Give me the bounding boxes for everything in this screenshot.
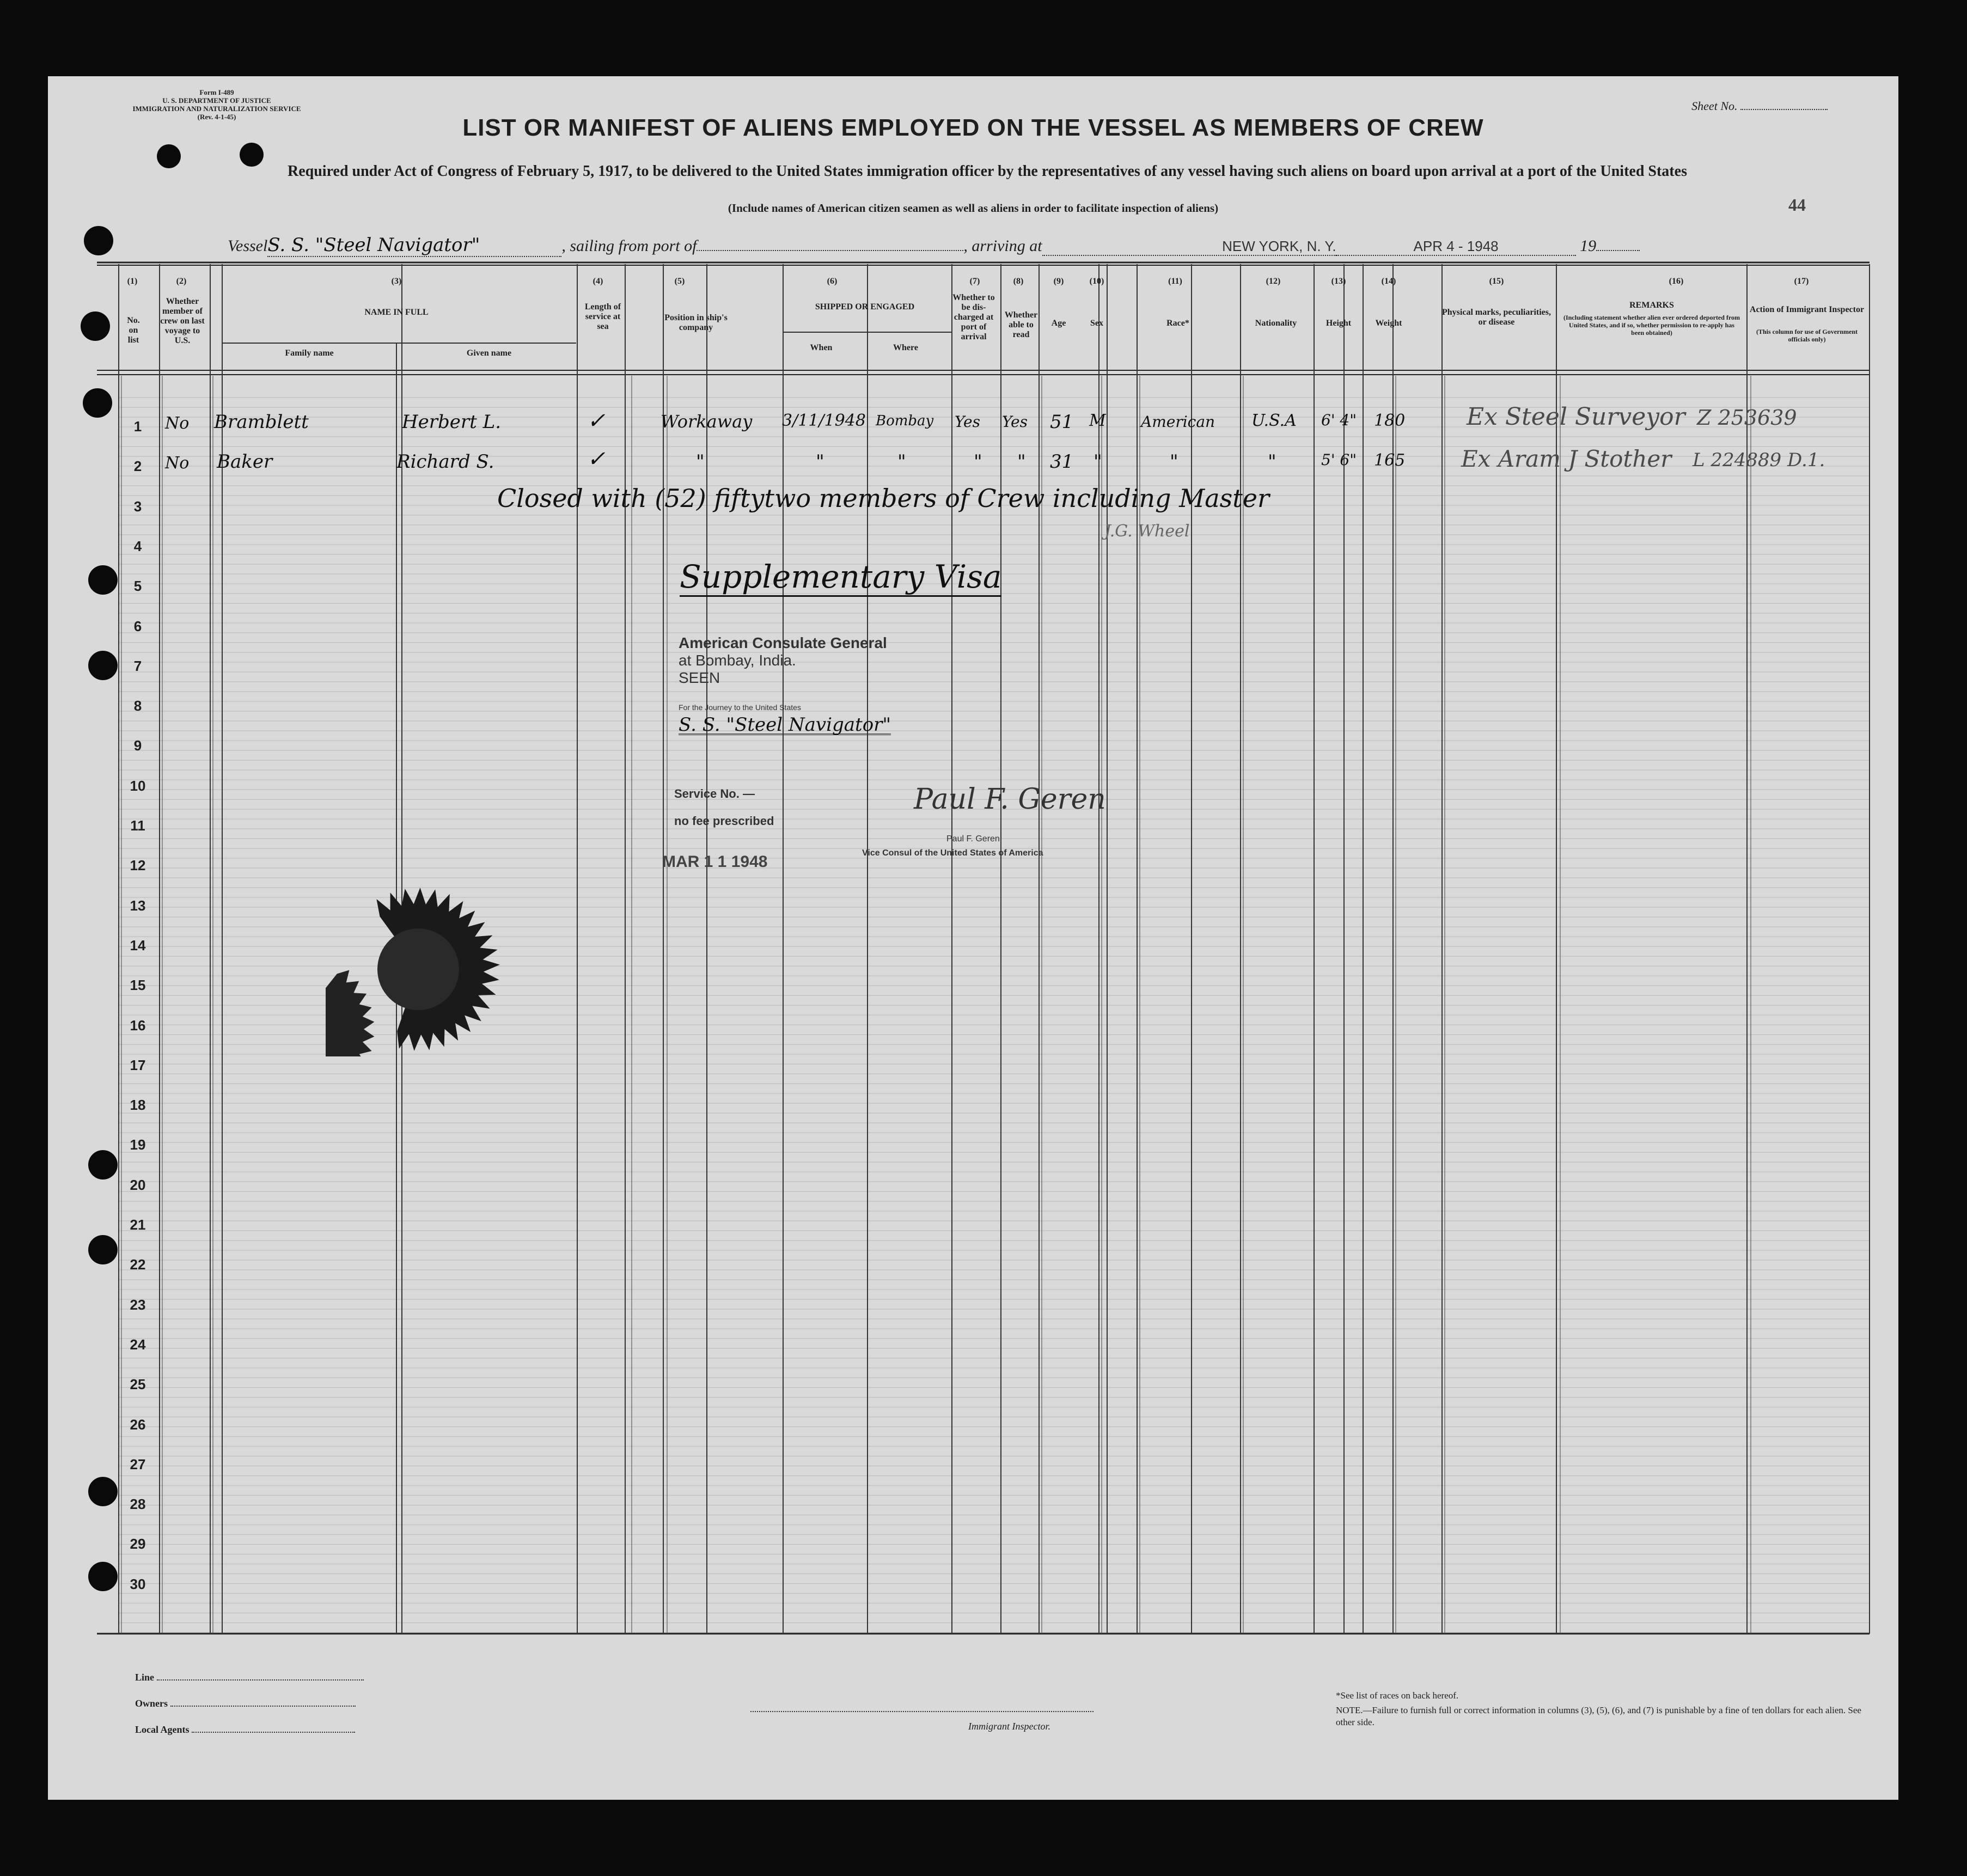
colnum: (6) <box>827 277 838 286</box>
sailing-label: , sailing from port of <box>561 237 697 255</box>
row2-age: 31 <box>1050 451 1074 473</box>
page-number: 44 <box>1788 195 1806 215</box>
fee-stamp: no fee prescribed <box>674 814 774 828</box>
row-number: 23 <box>130 1296 146 1313</box>
header-height: Height <box>1325 319 1352 328</box>
colnum: (2) <box>176 277 187 286</box>
department-name: U. S. DEPARTMENT OF JUSTICE <box>162 96 271 105</box>
sheet-number-label: Sheet No. <box>1691 99 1738 113</box>
requirement-text: Required under Act of Congress of February 5, 1917, to be delivered to the United States immigration officer by the representatives of any vessel having such aliens on board upon arrival at a port of the United States <box>288 163 1687 180</box>
arrival-date: APR 4 - 1948 <box>1336 238 1576 256</box>
owners-label: Owners <box>135 1698 168 1709</box>
row2-position: " <box>696 451 705 473</box>
include-note: (Include names of American citizen seamen as well as aliens in order to facilitate inspection of aliens) <box>728 201 1219 215</box>
page-title: LIST OR MANIFEST OF ALIENS EMPLOYED ON THE VESSEL AS MEMBERS OF CREW <box>462 114 1484 141</box>
supplementary-visa: Supplementary Visa <box>680 558 1001 597</box>
row-number: 26 <box>130 1416 146 1433</box>
colnum: (10) <box>1089 277 1104 286</box>
row-number: 7 <box>133 657 142 674</box>
service-number: Service No. — <box>674 787 755 800</box>
colnum: (17) <box>1794 277 1809 286</box>
row-number: 28 <box>130 1496 146 1513</box>
row-number: 4 <box>133 537 142 554</box>
stamp-line-2: at Bombay, India. <box>679 652 796 669</box>
row-number: 5 <box>133 578 142 595</box>
seal-center <box>377 928 459 1010</box>
header-discharged: Whether to be dis-charged at port of arrival <box>952 293 995 341</box>
year-label: 19 <box>1580 237 1597 255</box>
colnum: (16) <box>1669 277 1684 286</box>
header-race: Race* <box>1166 319 1189 328</box>
closed-note: Closed with (52) fiftytwo members of Crew including Master <box>497 484 1269 513</box>
row1-length: ✓ <box>587 408 606 433</box>
arriving-label: , arriving at <box>963 237 1042 255</box>
row-number: 9 <box>133 737 142 754</box>
stamp-date: MAR 1 1 1948 <box>662 853 768 871</box>
row2-family: Baker <box>217 451 273 473</box>
row2-read: " <box>1017 451 1026 473</box>
row-number: 6 <box>133 618 142 634</box>
arrival-port: NEW YORK, N. Y. <box>1042 238 1336 256</box>
row-number: 29 <box>130 1536 146 1553</box>
row-number: 14 <box>130 937 146 954</box>
colnum: (15) <box>1489 277 1504 286</box>
row-number: 22 <box>130 1256 146 1273</box>
header-physical-marks: Physical marks, peculiarities, or disease <box>1442 308 1551 327</box>
row1-age: 51 <box>1050 411 1074 433</box>
row1-given: Herbert L. <box>402 411 502 433</box>
row1-height: 6' 4" <box>1321 411 1357 429</box>
row-number: 17 <box>130 1056 146 1073</box>
note-label: NOTE. <box>1336 1705 1363 1715</box>
inspector-signature-line <box>750 1711 1094 1712</box>
footer-owners <box>135 1698 356 1709</box>
header-when: When <box>810 343 833 352</box>
row2-discharged: " <box>974 451 982 473</box>
header-weight: Weight <box>1375 319 1402 328</box>
consul-title: Vice Consul of the United States of America <box>862 848 1043 858</box>
row-number: 2 <box>133 458 142 475</box>
stamp-line-4: For the Journey to the United States <box>679 703 801 712</box>
row-number: 27 <box>130 1456 146 1472</box>
manifest-sheet <box>48 76 1898 1800</box>
header-shipped-engaged: SHIPPED OR ENGAGED <box>815 302 915 311</box>
row1-race: American <box>1141 413 1215 431</box>
row2-action: L 224889 D.1. <box>1693 449 1825 471</box>
row1-last-voyage: No <box>165 414 190 433</box>
header-where: Where <box>893 343 918 352</box>
header-length-service: Length of service at sea <box>584 302 621 331</box>
header-position: Position in ship's company <box>664 313 728 332</box>
consul-name: Paul F. Geren <box>946 834 1000 844</box>
row2-given: Richard S. <box>396 451 494 473</box>
row1-weight: 180 <box>1374 411 1406 430</box>
header-given-name: Given name <box>466 349 512 358</box>
form-revision: (Rev. 4-1-45) <box>197 113 236 121</box>
row-number: 8 <box>133 698 142 714</box>
header-action-inspector: Action of Immigrant Inspector <box>1749 305 1865 314</box>
row-number: 25 <box>130 1376 146 1393</box>
stamp-line-3: SEEN <box>679 669 720 686</box>
header-remarks-note: (Including statement whether alien ever ordered deported from United States, and if so, whether permission to re-apply has been obtained) <box>1563 314 1740 337</box>
header-last-voyage: Whether member of crew on last voyage to U.S. <box>160 297 205 345</box>
row1-remarks: Ex Steel Surveyor <box>1467 403 1685 431</box>
consul-signature: Paul F. Geren <box>914 783 1106 816</box>
colnum: (4) <box>592 277 603 286</box>
footer-line <box>135 1672 364 1683</box>
row1-sex: M <box>1089 411 1106 430</box>
row-number: 24 <box>130 1336 146 1353</box>
fine-note <box>1336 1704 1870 1728</box>
row1-position: Workaway <box>661 411 753 432</box>
agents-label: Local Agents <box>135 1724 190 1735</box>
row-number: 30 <box>130 1575 146 1592</box>
initials: J.G. Wheel <box>1104 522 1190 541</box>
row2-sex: " <box>1094 451 1102 473</box>
row2-remarks: Ex Aram J Stother <box>1461 445 1672 472</box>
form-number: Form I-489 <box>199 88 234 96</box>
inspector-label: Immigrant Inspector. <box>968 1721 1050 1732</box>
row1-nationality: U.S.A <box>1251 411 1297 430</box>
row1-where: Bombay <box>876 413 934 429</box>
races-note: *See list of races on back hereof. <box>1336 1690 1459 1701</box>
row-number: 1 <box>133 418 142 435</box>
colnum: (5) <box>674 277 685 286</box>
colnum: (13) <box>1331 277 1346 286</box>
header-action-note: (This column for use of Government officials only) <box>1756 328 1858 343</box>
header-age: Age <box>1051 319 1066 328</box>
colnum: (7) <box>969 277 980 286</box>
row2-where: " <box>897 451 906 473</box>
colnum: (3) <box>391 277 402 286</box>
line-label: Line <box>135 1672 155 1683</box>
consulate-stamp <box>679 634 891 735</box>
row2-when: " <box>816 451 824 473</box>
colnum: (12) <box>1266 277 1281 286</box>
row1-read: Yes <box>1002 413 1028 431</box>
row2-race: " <box>1170 451 1178 473</box>
row2-height: 5' 6" <box>1321 451 1357 469</box>
colnum: (1) <box>127 277 138 286</box>
vessel-name: S. S. "Steel Navigator" <box>267 234 561 257</box>
service-name: IMMIGRATION AND NATURALIZATION SERVICE <box>132 105 301 113</box>
colnum: (14) <box>1381 277 1396 286</box>
row-number: 10 <box>130 777 146 794</box>
colnum: (8) <box>1013 277 1024 286</box>
stamp-line-1: American Consulate General <box>679 634 887 651</box>
note-text: —Failure to furnish full or correct information in columns (3), (5), (6), and (7) is punishable by a fine of ten dollars for each alien. See other side. <box>1336 1705 1861 1727</box>
vessel-label: Vessel <box>228 237 268 255</box>
embossed-seal <box>326 860 500 1056</box>
row-number: 13 <box>130 897 146 914</box>
row-number: 20 <box>130 1176 146 1193</box>
footer-agents <box>135 1724 355 1736</box>
row1-when: 3/11/1948 <box>782 411 866 430</box>
row-number: 15 <box>130 977 146 994</box>
header-no-on-list: No. on list <box>127 316 140 345</box>
row1-action: Z 253639 <box>1697 406 1797 430</box>
header-sex: Sex <box>1090 319 1103 328</box>
row-number: 19 <box>130 1136 146 1153</box>
row-number: 11 <box>130 817 145 834</box>
row-number: 21 <box>130 1217 146 1233</box>
row-number: 12 <box>130 857 146 874</box>
row2-weight: 165 <box>1374 451 1406 470</box>
row-number: 18 <box>130 1097 146 1114</box>
row1-family: Bramblett <box>214 411 309 433</box>
row2-last-voyage: No <box>165 454 190 473</box>
header-name-in-full: NAME IN FULL <box>364 308 429 317</box>
row-number: 16 <box>130 1017 146 1034</box>
row-number: 3 <box>133 498 142 515</box>
colnum: (9) <box>1053 277 1064 286</box>
header-nationality: Nationality <box>1255 319 1297 328</box>
header-remarks: REMARKS <box>1629 301 1674 310</box>
stamp-line-5: S. S. "Steel Navigator" <box>679 714 891 736</box>
colnum: (11) <box>1168 277 1182 286</box>
row2-length: ✓ <box>587 447 606 472</box>
row1-discharged: Yes <box>955 413 980 431</box>
header-able-to-read: Whether able to read <box>1004 310 1038 339</box>
header-family-name: Family name <box>285 349 334 358</box>
row2-nationality: " <box>1268 451 1276 473</box>
